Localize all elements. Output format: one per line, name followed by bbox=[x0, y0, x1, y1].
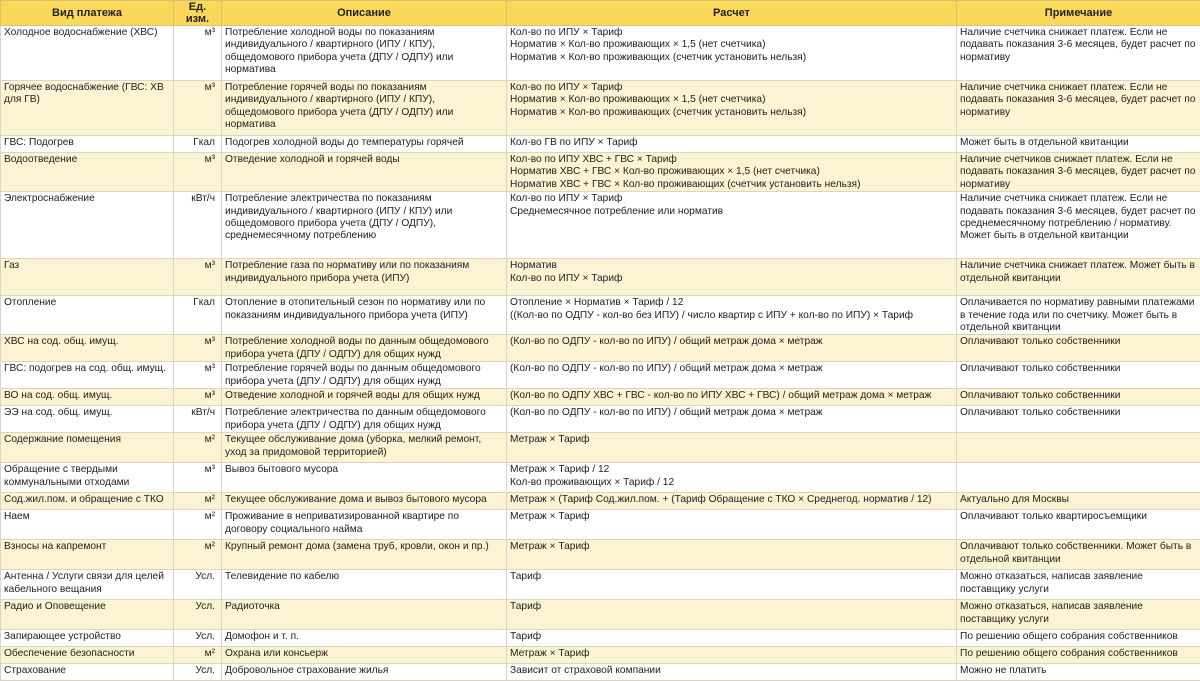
unit-cell: м² bbox=[174, 647, 222, 664]
calculation-cell bbox=[507, 406, 957, 433]
payment-type-cell: Холодное водоснабжение (ХВС) bbox=[1, 26, 174, 81]
unit-cell: кВт/ч bbox=[174, 406, 222, 433]
calculation-cell bbox=[507, 600, 957, 630]
header-description: Описание bbox=[222, 1, 507, 26]
payment-type-cell: Обеспечение безопасности bbox=[1, 647, 174, 664]
payment-type-cell: Взносы на капремонт bbox=[1, 540, 174, 570]
description-cell: Потребление электричества по показаниям индивидуального / квартирного (ИПУ / КПУ) или общедомового прибора учета (ДПУ / ОДПУ), среднемесячному потреблению bbox=[222, 192, 507, 259]
table-row bbox=[1, 136, 1200, 153]
calculation-cell bbox=[507, 26, 957, 81]
payment-type-cell: ГВС: подогрев на сод. общ. имущ. bbox=[1, 362, 174, 389]
calculation-cell bbox=[507, 664, 957, 681]
unit-cell: Гкал bbox=[174, 296, 222, 335]
unit-cell: м² bbox=[174, 493, 222, 510]
calculation-line: Кол-во по ИПУ × Тариф bbox=[510, 273, 953, 285]
description-cell: Потребление холодной воды по показаниям индивидуального / квартирного (ИПУ / КПУ), общедомового прибора учета (ДПУ / ОДПУ) или норматива bbox=[222, 26, 507, 81]
calculation-cell bbox=[507, 493, 957, 510]
calculation-line: Зависит от страховой компании bbox=[510, 665, 953, 677]
description-cell: Телевидение по кабелю bbox=[222, 570, 507, 600]
unit-cell: м³ bbox=[174, 26, 222, 81]
description-cell: Текущее обслуживание дома и вывоз бытового мусора bbox=[222, 493, 507, 510]
calculation-cell bbox=[507, 540, 957, 570]
note-cell: Можно отказаться, написав заявление поставщику услуги bbox=[957, 570, 1200, 600]
note-cell: По решению общего собрания собственников bbox=[957, 630, 1200, 647]
calculation-line: Метраж × Тариф / 12 bbox=[510, 464, 953, 476]
note-cell bbox=[957, 463, 1200, 493]
unit-cell: Усл. bbox=[174, 570, 222, 600]
payment-type-cell: Водоотведение bbox=[1, 153, 174, 192]
unit-cell: Усл. bbox=[174, 600, 222, 630]
note-cell: Оплачивают только собственники bbox=[957, 362, 1200, 389]
description-cell: Охрана или консьерж bbox=[222, 647, 507, 664]
description-cell: Потребление газа по нормативу или по показаниям индивидуального прибора учета (ИПУ) bbox=[222, 259, 507, 296]
unit-cell: м² bbox=[174, 540, 222, 570]
description-cell: Вывоз бытового мусора bbox=[222, 463, 507, 493]
note-cell: Наличие счетчика снижает платеж. Может быть в отдельной квитанции bbox=[957, 259, 1200, 296]
calculation-line: Кол-во по ИПУ × Тариф bbox=[510, 193, 953, 205]
payment-type-cell: Антенна / Услуги связи для целей кабельного вещания bbox=[1, 570, 174, 600]
description-cell: Потребление электричества по данным общедомового прибора учета (ДПУ / ОДПУ) для общих нужд bbox=[222, 406, 507, 433]
table-row bbox=[1, 600, 1200, 630]
calculation-line: Отопление × Норматив × Тариф / 12 bbox=[510, 297, 953, 309]
payment-type-cell: Содержание помещения bbox=[1, 433, 174, 463]
description-cell: Отведение холодной и горячей воды для общих нужд bbox=[222, 389, 507, 406]
note-cell: Можно отказаться, написав заявление поставщику услуги bbox=[957, 600, 1200, 630]
description-cell: Текущее обслуживание дома (уборка, мелкий ремонт, уход за придомовой территорией) bbox=[222, 433, 507, 463]
calculation-line: Метраж × Тариф bbox=[510, 511, 953, 523]
table-row bbox=[1, 153, 1200, 192]
payment-type-cell: Горячее водоснабжение (ГВС: ХВ для ГВ) bbox=[1, 81, 174, 136]
table-row bbox=[1, 493, 1200, 510]
calculation-line: Норматив × Кол-во проживающих × 1,5 (нет счетчика) bbox=[510, 39, 953, 51]
note-cell: Оплачивается по нормативу равными платежами в течение года или по счетчику. Может быть в отдельной квитанции bbox=[957, 296, 1200, 335]
table-row bbox=[1, 26, 1200, 81]
description-cell: Потребление холодной воды по данным общедомового прибора учета (ДПУ / ОДПУ) для общих нужд bbox=[222, 335, 507, 362]
table-row bbox=[1, 389, 1200, 406]
table-row bbox=[1, 463, 1200, 493]
unit-cell: м³ bbox=[174, 463, 222, 493]
calculation-line: Норматив ХВС + ГВС × Кол-во проживающих (счетчик установить нельзя) bbox=[510, 179, 953, 191]
table-row bbox=[1, 433, 1200, 463]
calculation-line: ((Кол-во по ОДПУ - кол-во без ИПУ) / число квартир с ИПУ + кол-во по ИПУ) × Тариф bbox=[510, 310, 953, 322]
calculation-line: (Кол-во по ОДПУ ХВС + ГВС - кол-во по ИПУ ХВС + ГВС) / общий метраж дома × метраж bbox=[510, 390, 953, 402]
calculation-line: Тариф bbox=[510, 631, 953, 643]
calculation-line: Метраж × (Тариф Сод.жил.пом. + (Тариф Обращение с ТКО × Среднегод. норматив / 12) bbox=[510, 494, 953, 506]
table-row bbox=[1, 362, 1200, 389]
payment-type-cell: Страхование bbox=[1, 664, 174, 681]
table-body bbox=[1, 26, 1200, 681]
calculation-cell bbox=[507, 335, 957, 362]
unit-cell: м³ bbox=[174, 153, 222, 192]
calculation-cell bbox=[507, 362, 957, 389]
calculation-line: Кол-во по ИПУ ХВС + ГВС × Тариф bbox=[510, 154, 953, 166]
description-cell: Отведение холодной и горячей воды bbox=[222, 153, 507, 192]
calculation-cell bbox=[507, 389, 957, 406]
calculation-line: Кол-во по ИПУ × Тариф bbox=[510, 82, 953, 94]
unit-cell: м³ bbox=[174, 335, 222, 362]
header-row bbox=[1, 1, 1200, 26]
table-row bbox=[1, 406, 1200, 433]
calculation-line: Норматив × Кол-во проживающих × 1,5 (нет счетчика) bbox=[510, 94, 953, 106]
payment-type-cell: Радио и Оповещение bbox=[1, 600, 174, 630]
calculation-cell bbox=[507, 570, 957, 600]
unit-cell: кВт/ч bbox=[174, 192, 222, 259]
description-cell: Потребление горячей воды по показаниям индивидуального / квартирного (ИПУ / КПУ), общедомового прибора учета (ДПУ / ОДПУ) или норматива bbox=[222, 81, 507, 136]
calculation-cell bbox=[507, 153, 957, 192]
description-cell: Добровольное страхование жилья bbox=[222, 664, 507, 681]
calculation-cell bbox=[507, 463, 957, 493]
note-cell: Наличие счетчиков снижает платеж. Если не подавать показания 3-6 месяцев, будет расчет по нормативу bbox=[957, 153, 1200, 192]
note-cell: Оплачивают только собственники bbox=[957, 389, 1200, 406]
note-cell: Может быть в отдельной квитанции bbox=[957, 136, 1200, 153]
table-row bbox=[1, 510, 1200, 540]
calculation-line: (Кол-во по ОДПУ - кол-во по ИПУ) / общий метраж дома × метраж bbox=[510, 407, 953, 419]
note-cell: Наличие счетчика снижает платеж. Если не подавать показания 3-6 месяцев, будет расчет по среднемесячному потреблению / нормативу. Может быть в отдельной квитанции bbox=[957, 192, 1200, 259]
unit-cell: м³ bbox=[174, 389, 222, 406]
calculation-line: (Кол-во по ОДПУ - кол-во по ИПУ) / общий метраж дома × метраж bbox=[510, 363, 953, 375]
calculation-line: Норматив bbox=[510, 260, 953, 272]
calculation-cell bbox=[507, 81, 957, 136]
payment-type-cell: Запирающее устройство bbox=[1, 630, 174, 647]
payment-type-cell: Электроснабжение bbox=[1, 192, 174, 259]
description-cell: Проживание в неприватизированной квартире по договору социального найма bbox=[222, 510, 507, 540]
note-cell: Оплачивают только собственники. Может быть в отдельной квитанции bbox=[957, 540, 1200, 570]
note-cell: Наличие счетчика снижает платеж. Если не подавать показания 3-6 месяцев, будет расчет по нормативу bbox=[957, 26, 1200, 81]
calculation-line: Кол-во проживающих × Тариф / 12 bbox=[510, 477, 953, 489]
note-cell: По решению общего собрания собственников bbox=[957, 647, 1200, 664]
table-row bbox=[1, 630, 1200, 647]
payment-type-cell: Наем bbox=[1, 510, 174, 540]
payment-type-cell: ВО на сод. общ. имущ. bbox=[1, 389, 174, 406]
calculation-line: Тариф bbox=[510, 601, 953, 613]
calculation-line: Среднемесячное потребление или норматив bbox=[510, 206, 953, 218]
note-cell: Можно не платить bbox=[957, 664, 1200, 681]
calculation-line: Норматив ХВС + ГВС × Кол-во проживающих × 1,5 (нет счетчика) bbox=[510, 166, 953, 178]
calculation-line: Кол-во по ИПУ × Тариф bbox=[510, 27, 953, 39]
table-row bbox=[1, 259, 1200, 296]
calculation-line: Кол-во ГВ по ИПУ × Тариф bbox=[510, 137, 953, 149]
payment-type-cell: ХВС на сод. общ. имущ. bbox=[1, 335, 174, 362]
table-row bbox=[1, 540, 1200, 570]
table-row bbox=[1, 192, 1200, 259]
calculation-line: Метраж × Тариф bbox=[510, 648, 953, 660]
calculation-cell bbox=[507, 296, 957, 335]
calculation-line: Метраж × Тариф bbox=[510, 541, 953, 553]
unit-cell: м² bbox=[174, 510, 222, 540]
note-cell: Оплачивают только собственники bbox=[957, 406, 1200, 433]
calculation-cell bbox=[507, 433, 957, 463]
calculation-cell bbox=[507, 136, 957, 153]
payment-type-cell: Газ bbox=[1, 259, 174, 296]
payment-type-cell: Сод.жил.пом. и обращение с ТКО bbox=[1, 493, 174, 510]
calculation-line: Тариф bbox=[510, 571, 953, 583]
calculation-line: Норматив × Кол-во проживающих (счетчик установить нельзя) bbox=[510, 52, 953, 64]
table-row bbox=[1, 81, 1200, 136]
calculation-line: (Кол-во по ОДПУ - кол-во по ИПУ) / общий метраж дома × метраж bbox=[510, 336, 953, 348]
description-cell: Отопление в отопительный сезон по нормативу или по показаниям индивидуального прибора учета (ИПУ) bbox=[222, 296, 507, 335]
description-cell: Домофон и т. п. bbox=[222, 630, 507, 647]
note-cell: Оплачивают только собственники bbox=[957, 335, 1200, 362]
table-row bbox=[1, 570, 1200, 600]
payment-type-cell: ЭЭ на сод. общ. имущ. bbox=[1, 406, 174, 433]
calculation-cell bbox=[507, 259, 957, 296]
description-cell: Подогрев холодной воды до температуры горячей bbox=[222, 136, 507, 153]
payment-type-cell: Обращение с твердыми коммунальными отходами bbox=[1, 463, 174, 493]
note-cell bbox=[957, 433, 1200, 463]
unit-cell: м³ bbox=[174, 362, 222, 389]
payment-type-cell: ГВС: Подогрев bbox=[1, 136, 174, 153]
calculation-cell bbox=[507, 647, 957, 664]
unit-cell: м³ bbox=[174, 259, 222, 296]
table-row bbox=[1, 647, 1200, 664]
calculation-cell bbox=[507, 192, 957, 259]
table-row bbox=[1, 664, 1200, 681]
unit-cell: Усл. bbox=[174, 664, 222, 681]
description-cell: Потребление горячей воды по данным общедомового прибора учета (ДПУ / ОДПУ) для общих нужд bbox=[222, 362, 507, 389]
note-cell: Актуально для Москвы bbox=[957, 493, 1200, 510]
header-note: Примечание bbox=[957, 1, 1200, 26]
payment-type-cell: Отопление bbox=[1, 296, 174, 335]
table-row bbox=[1, 335, 1200, 362]
calculation-line: Норматив × Кол-во проживающих (счетчик установить нельзя) bbox=[510, 107, 953, 119]
unit-cell: Гкал bbox=[174, 136, 222, 153]
header-unit: Ед. изм. bbox=[174, 1, 222, 26]
description-cell: Крупный ремонт дома (замена труб, кровли, окон и пр.) bbox=[222, 540, 507, 570]
calculation-line: Метраж × Тариф bbox=[510, 434, 953, 446]
note-cell: Оплачивают только квартиросъемщики bbox=[957, 510, 1200, 540]
header-payment-type: Вид платежа bbox=[1, 1, 174, 26]
header-calculation: Расчет bbox=[507, 1, 957, 26]
calculation-cell bbox=[507, 630, 957, 647]
description-cell: Радиоточка bbox=[222, 600, 507, 630]
calculation-cell bbox=[507, 510, 957, 540]
unit-cell: м² bbox=[174, 433, 222, 463]
note-cell: Наличие счетчика снижает платеж. Если не подавать показания 3-6 месяцев, будет расчет по нормативу bbox=[957, 81, 1200, 136]
table-row bbox=[1, 296, 1200, 335]
unit-cell: м³ bbox=[174, 81, 222, 136]
unit-cell: Усл. bbox=[174, 630, 222, 647]
